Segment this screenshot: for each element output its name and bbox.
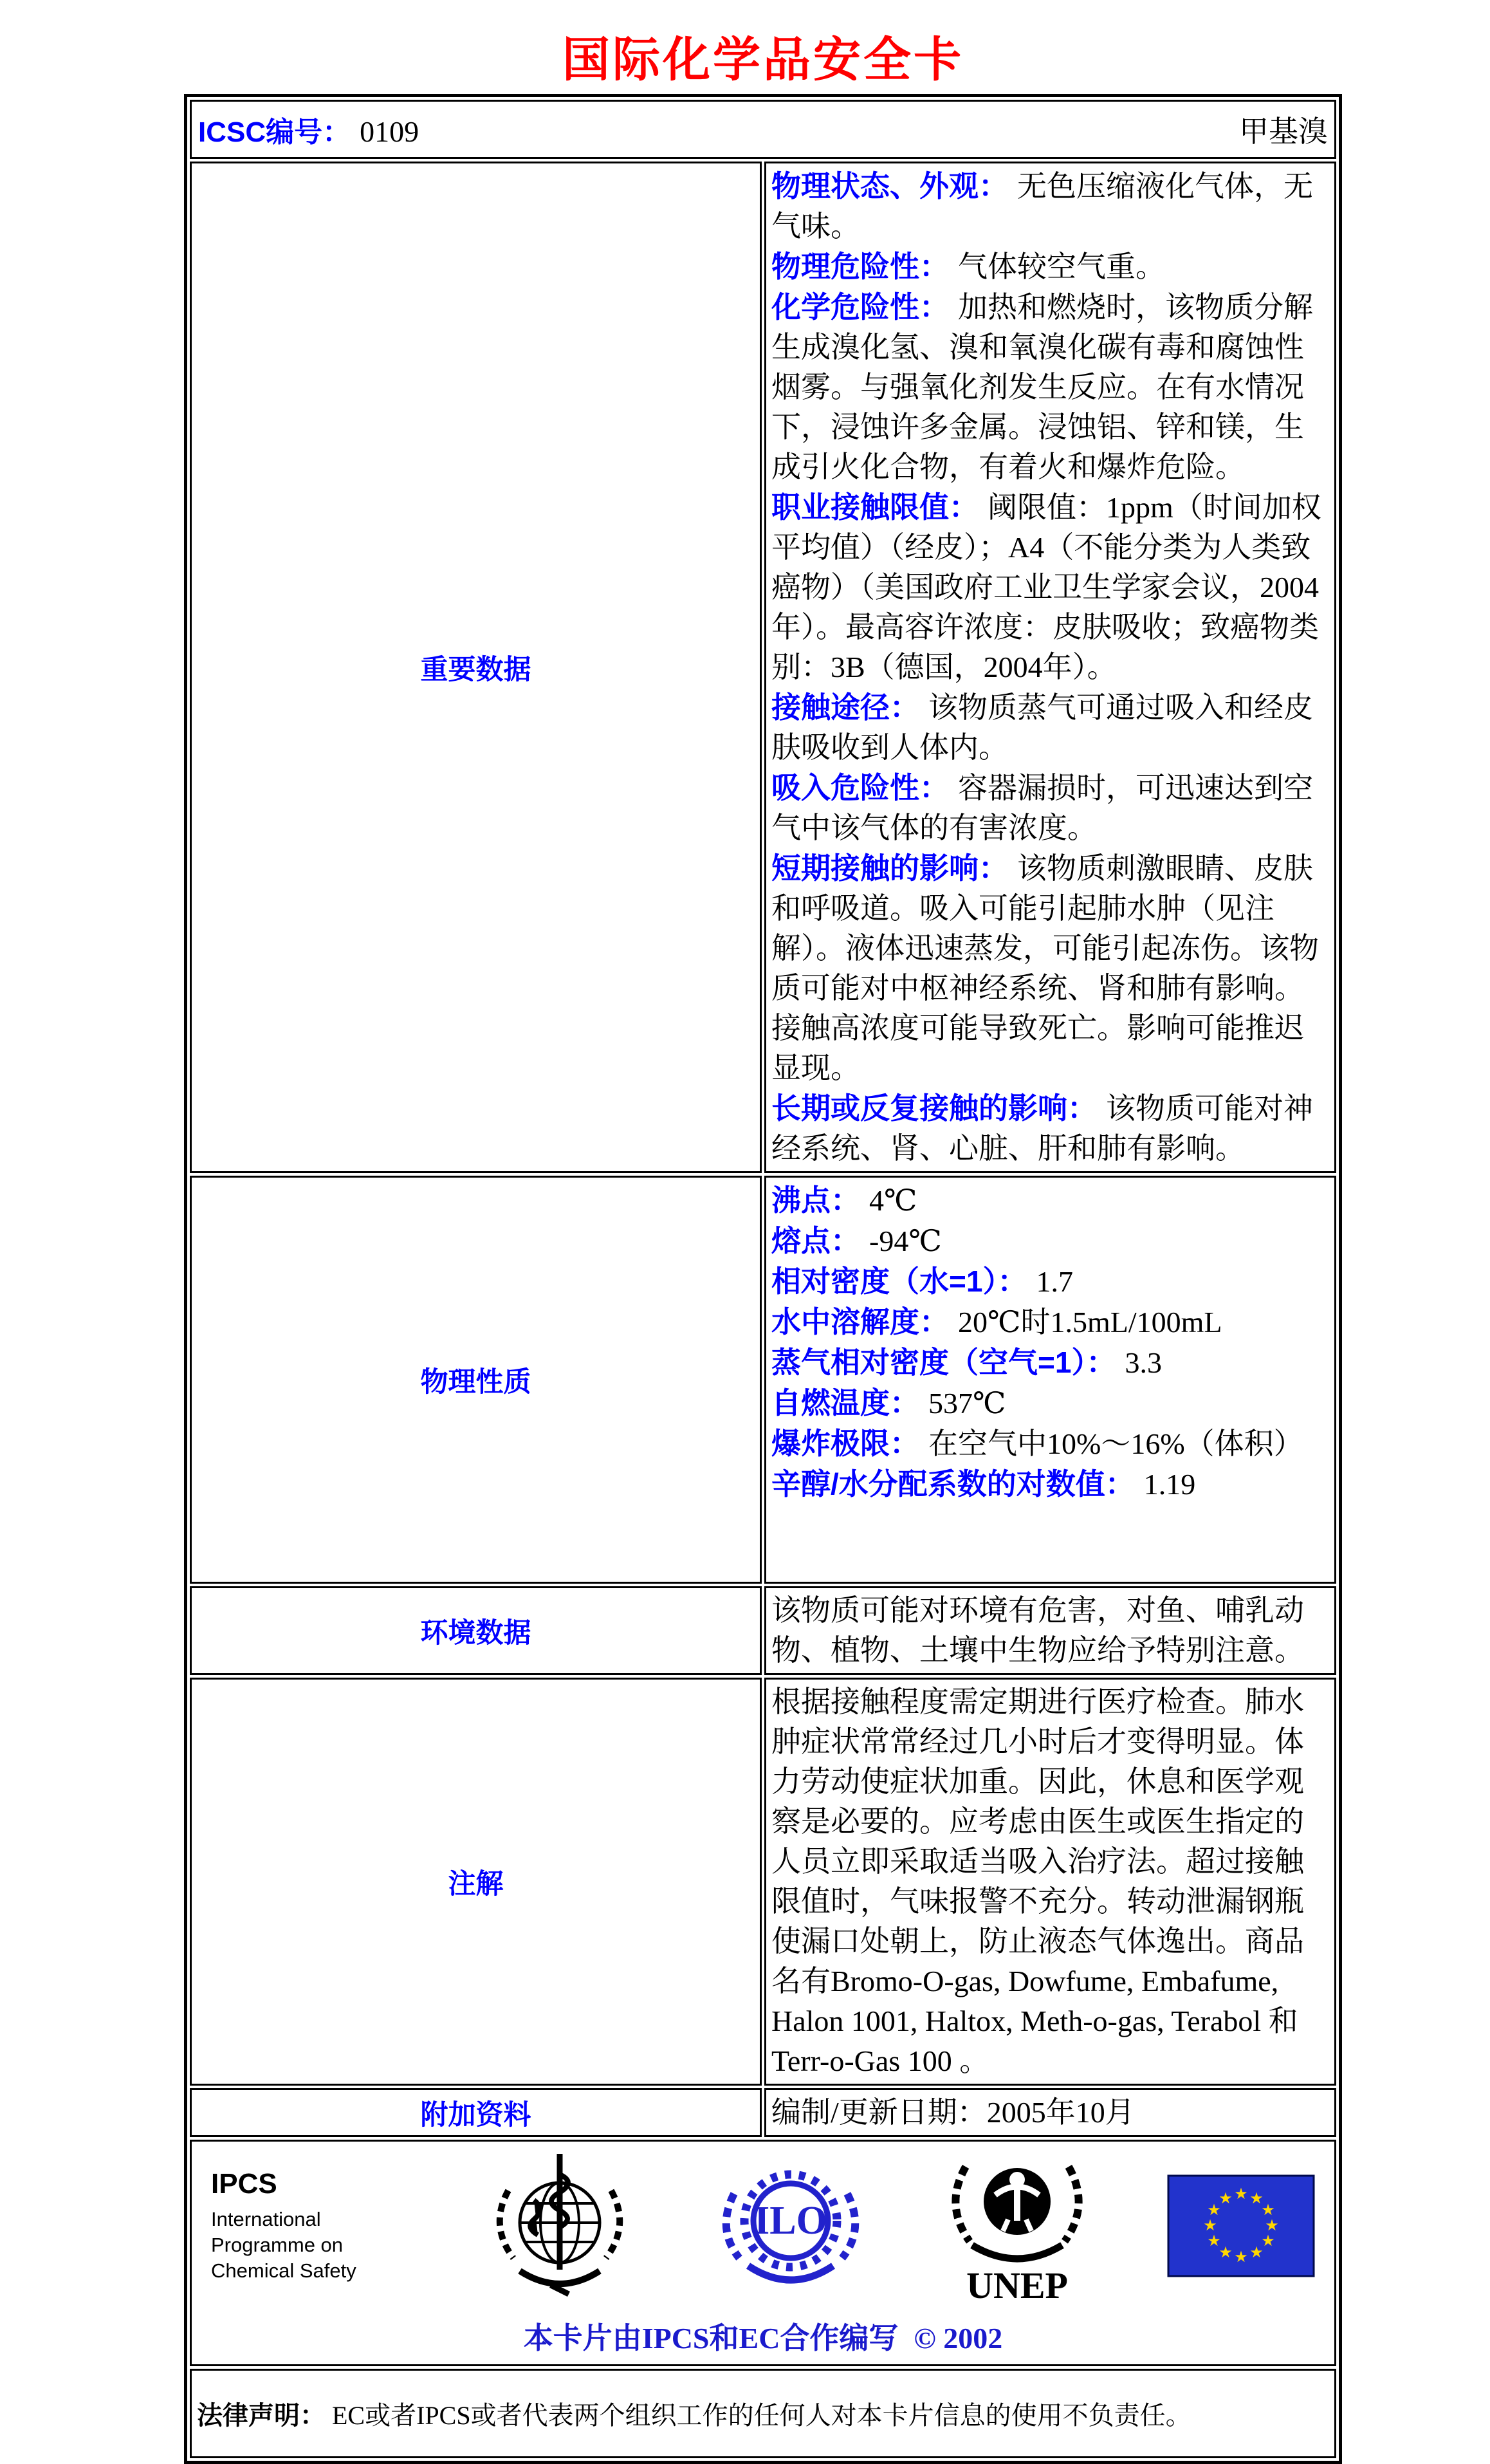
header-cell xyxy=(190,100,1336,159)
legal-label: 法律声明： xyxy=(197,2402,326,2430)
legal-cell xyxy=(190,2369,1336,2458)
environmental-data-row xyxy=(190,1586,1336,1675)
field-row xyxy=(771,848,1328,1088)
field-label: 爆炸极限： xyxy=(771,1427,919,1460)
field-label: 化学危险性： xyxy=(771,290,949,324)
ilo-logo-icon xyxy=(715,2145,866,2306)
svg-text:★: ★ xyxy=(1203,2216,1217,2234)
field-label: 熔点： xyxy=(771,1224,860,1257)
field-value: 1.19 xyxy=(1143,1468,1196,1501)
notes-text: 根据接触程度需定期进行医疗检查。肺水肿症状常常经过几小时后才变得明显。体力劳动使症状加重。因此，休息和医学观察是必要的。应考虑由医生或医生指定的人员立即采取适当吸入治疗法。超过接触限值时，气味报警不充分。转动泄漏钢瓶使漏口处朝上，防止液态气体逸出。商品名有Bromo-O-gas, Dowfume, Embafume, Halon 1001, Haltox, Meth-o-gas, Terabol 和 Terr-o-Gas 100 。 xyxy=(771,1685,1304,2077)
chemical-name: 甲基溴 xyxy=(1239,115,1328,148)
field-value: 1.7 xyxy=(1036,1265,1073,1298)
field-row xyxy=(771,1180,1328,1221)
ipcs-line: Programme on xyxy=(211,2234,344,2256)
field-label: 短期接触的影响： xyxy=(771,851,1008,885)
row-label-important-data: 重要数据 xyxy=(190,162,762,1173)
ipcs-line: Chemical Safety xyxy=(211,2259,356,2282)
row-label-additional-info: 附加资料 xyxy=(190,2088,762,2137)
field-value: 加热和燃烧时，该物质分解生成溴化氢、溴和氧溴化碳有毒和腐蚀性烟雾。与强氧化剂发生反应。在有水情况下，浸蚀许多金属。浸蚀铝、锌和镁，生成引火化合物，有着火和爆炸危险。 xyxy=(771,291,1313,483)
field-row xyxy=(771,1088,1328,1169)
field-value: 20℃时1.5mL/100mL xyxy=(958,1306,1222,1339)
svg-text:★: ★ xyxy=(1249,2189,1264,2207)
eu-flag-icon xyxy=(1167,2174,1315,2277)
field-row xyxy=(771,1423,1328,1464)
unep-logo-icon xyxy=(941,2140,1092,2316)
field-row xyxy=(771,768,1328,848)
ilo-letters: ILO xyxy=(754,2199,827,2243)
icsc-number-label: ICSC编号： xyxy=(198,116,351,148)
page-title: 国际化学品安全卡 xyxy=(562,33,964,86)
field-value: 在空气中10%～16%（体积） xyxy=(928,1427,1303,1460)
field-label: 自燃温度： xyxy=(771,1386,919,1420)
svg-text:★: ★ xyxy=(1265,2216,1279,2234)
ipcs-line: International xyxy=(211,2208,321,2230)
legal-text: EC或者IPCS或者代表两个组织工作的任何人对本卡片信息的使用不负责任。 xyxy=(332,2401,1191,2430)
copyright-text: 本卡片由IPCS和EC合作编写 xyxy=(523,2322,899,2355)
field-row xyxy=(771,1383,1328,1423)
svg-text:★: ★ xyxy=(1219,2243,1233,2261)
field-row xyxy=(771,1464,1328,1505)
row-label-physical-properties: 物理性质 xyxy=(190,1176,762,1584)
ipcs-text-block xyxy=(211,2168,404,2284)
important-data-row xyxy=(190,162,1336,1173)
field-label: 长期或反复接触的影响： xyxy=(771,1091,1097,1125)
header-row xyxy=(190,100,1336,159)
field-value: 容器漏损时，可迅速达到空气中该气体的有害浓度。 xyxy=(771,772,1313,844)
field-row xyxy=(771,166,1328,246)
field-label: 职业接触限值： xyxy=(771,490,979,524)
svg-text:★: ★ xyxy=(1249,2243,1264,2261)
svg-text:★: ★ xyxy=(1234,2248,1248,2266)
environmental-data-content xyxy=(764,1586,1336,1675)
field-value: 该物质可能对神经系统、肾、心脏、肝和肺有影响。 xyxy=(771,1092,1313,1165)
notes-row xyxy=(190,1678,1336,2086)
field-label: 水中溶解度： xyxy=(771,1305,949,1339)
field-row xyxy=(771,1302,1328,1342)
field-label: 物理危险性： xyxy=(771,250,949,283)
field-label: 物理状态、外观： xyxy=(771,169,1008,203)
field-label: 相对密度（水=1）： xyxy=(771,1264,1027,1298)
svg-text:★: ★ xyxy=(1261,2201,1275,2219)
logos-cell xyxy=(190,2140,1336,2366)
field-row xyxy=(771,287,1328,487)
field-label: 辛醇/水分配系数的对数值： xyxy=(771,1467,1135,1501)
row-label-notes: 注解 xyxy=(190,1678,762,2086)
logos-row xyxy=(190,2140,1336,2366)
icsc-number-value: 0109 xyxy=(360,115,419,148)
unep-letters: UNEP xyxy=(966,2265,1068,2306)
field-label: 蒸气相对密度（空气=1）： xyxy=(771,1346,1116,1379)
svg-text:★: ★ xyxy=(1207,2232,1221,2250)
svg-text:★: ★ xyxy=(1219,2189,1233,2207)
additional-info-row xyxy=(190,2088,1336,2137)
field-row xyxy=(771,1221,1328,1261)
physical-properties-content xyxy=(764,1176,1336,1584)
icsc-number-group xyxy=(198,109,419,150)
important-data-content xyxy=(764,162,1336,1173)
copyright-year: © 2002 xyxy=(914,2322,1003,2355)
copyright-line xyxy=(211,2315,1315,2357)
field-value: 该物质刺激眼睛、皮肤和呼吸道。吸入可能引起肺水肿（见注解）。液体迅速蒸发，可能引起冻伤。该物质可能对中枢神经系统、肾和肺有影响。接触高浓度可能导致死亡。影响可能推迟显现。 xyxy=(771,852,1319,1084)
notes-content xyxy=(764,1678,1336,2086)
field-row xyxy=(771,1261,1328,1302)
field-row xyxy=(771,1342,1328,1383)
field-row xyxy=(771,246,1328,287)
ipcs-acronym: IPCS xyxy=(211,2168,277,2200)
svg-text:★: ★ xyxy=(1234,2185,1248,2203)
svg-text:★: ★ xyxy=(1207,2201,1221,2219)
field-label: 接触途径： xyxy=(771,690,919,724)
environmental-data-text: 该物质可能对环境有危害，对鱼、哺乳动物、植物、土壤中生物应给予特别注意。 xyxy=(771,1594,1304,1667)
additional-info-text: 编制/更新日期：2005年10月 xyxy=(771,2096,1135,2129)
field-label: 吸入危险性： xyxy=(771,771,949,804)
row-label-environmental-data: 环境数据 xyxy=(190,1586,762,1675)
svg-text:★: ★ xyxy=(1261,2232,1275,2250)
field-row xyxy=(771,487,1328,687)
field-label: 沸点： xyxy=(771,1183,860,1217)
physical-properties-row xyxy=(190,1176,1336,1584)
field-value: 4℃ xyxy=(869,1184,917,1217)
field-row xyxy=(771,687,1328,768)
field-value: 537℃ xyxy=(928,1387,1006,1420)
field-value: 3.3 xyxy=(1125,1346,1162,1379)
additional-info-content xyxy=(764,2088,1336,2137)
icsc-card-table xyxy=(184,94,1342,2464)
field-value: 阈限值：1ppm（时间加权平均值）（经皮）；A4（不能分类为人类致癌物）（美国政府工业卫生学家会议，2004年）。最高容许浓度：皮肤吸收；致癌物类别：3B（德国，2004年）。 xyxy=(771,491,1321,683)
legal-row xyxy=(190,2369,1336,2458)
who-logo-icon xyxy=(479,2145,640,2306)
field-value: 无色压缩液化气体，无气味。 xyxy=(771,170,1313,243)
field-value: -94℃ xyxy=(869,1225,942,1257)
field-value: 该物质蒸气可通过吸入和经皮肤吸收到人体内。 xyxy=(771,691,1313,764)
field-value: 气体较空气重。 xyxy=(958,250,1165,283)
